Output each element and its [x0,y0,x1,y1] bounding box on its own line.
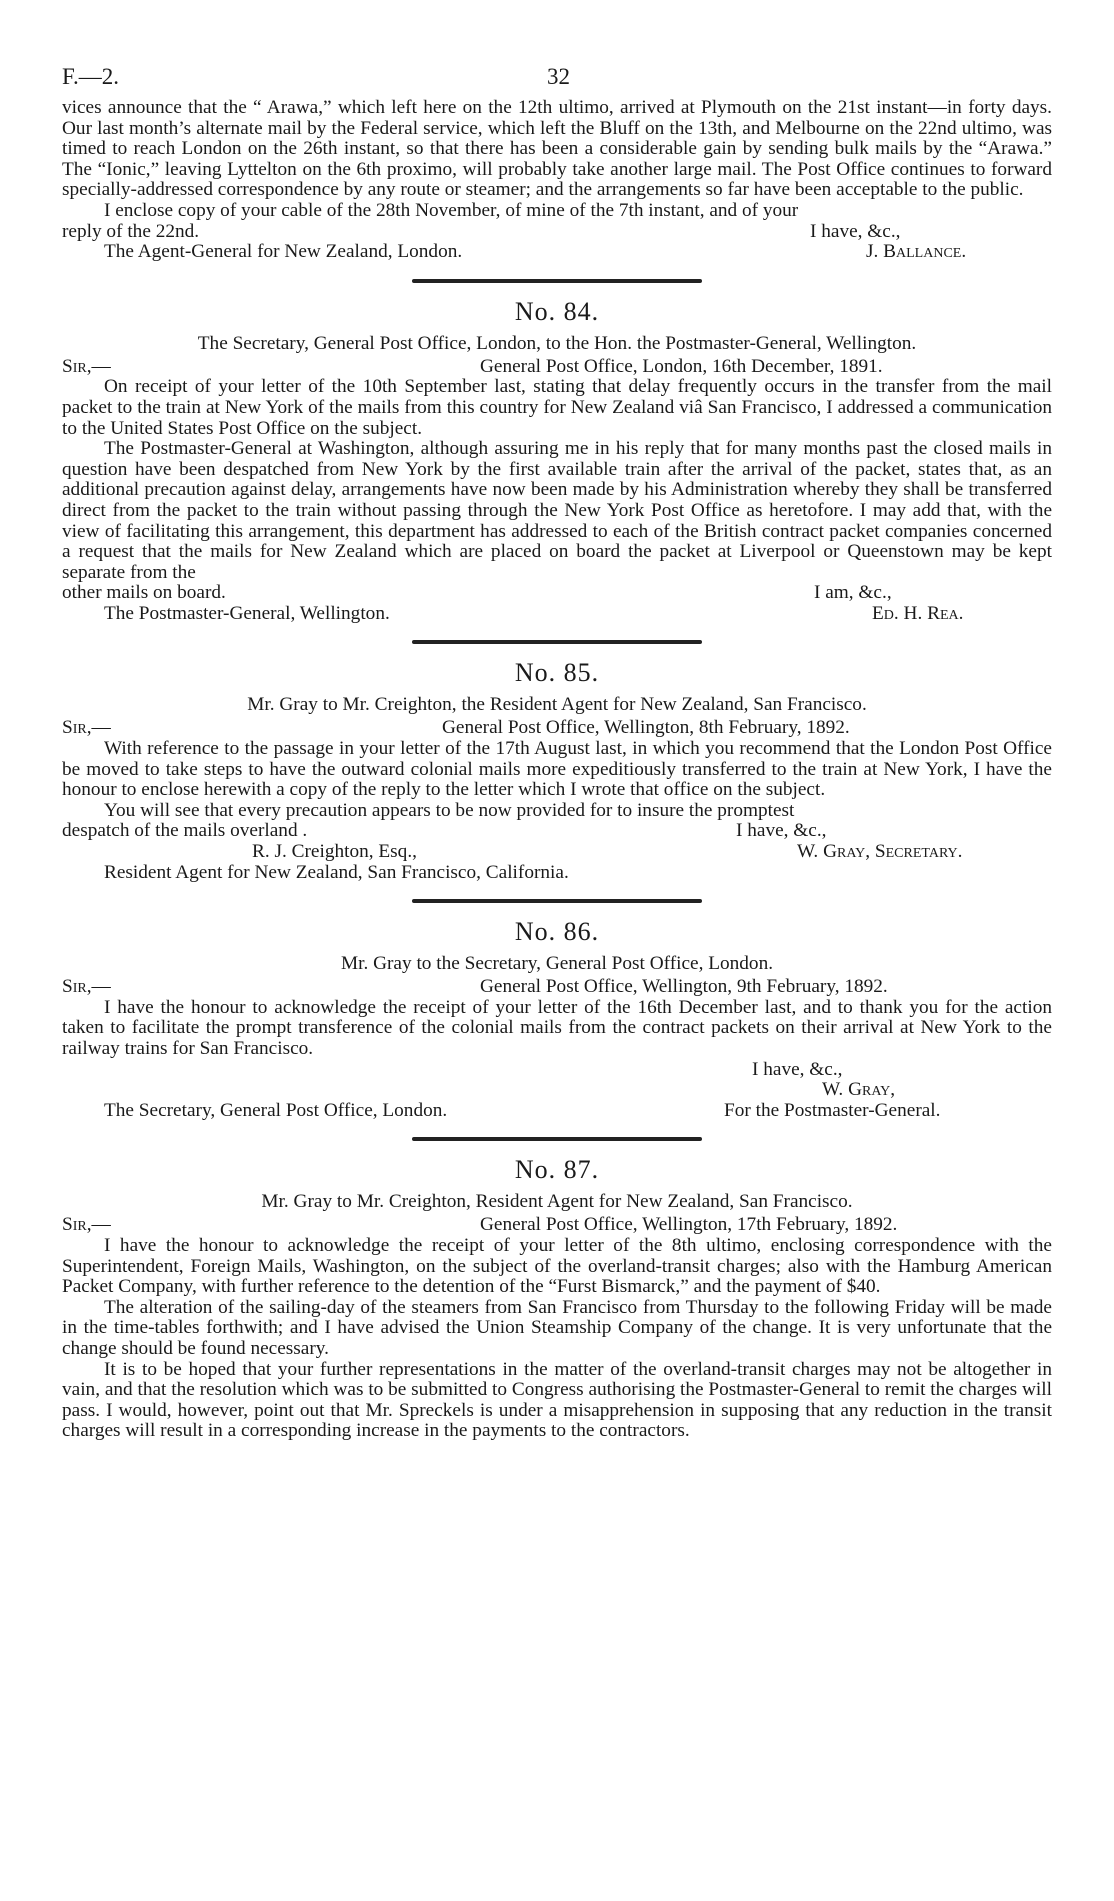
signature: J. Ballance. [866,241,967,263]
body-paragraph: It is to be hoped that your further representations in the matter of the overland-transit charges may not be altogether in vain, and that the resolution which was to be submitted to Congress authorising the Postmaster-General to remit the charges will pass. I would, however, point out that Mr. Spreckels is under a misapprehension in supposing that any reduction in the transit charges will result in a corresponding increase in the payments to the contractors. [62,1358,1052,1442]
addressee-row [62,863,1052,884]
section-divider [412,279,702,283]
body-paragraph: vices announce that the “ Arawa,” which left here on the 12th ultimo, arrived at Plymouth on the 21st instant—in forty days. Our last month’s alternate mail by the Federal service, which left the Bluff on the 13th, and Melbourne on the 22nd ultimo, was timed to reach London on the 26th instant, so that there has been a considerable gain by sending bulk mails by the “Arawa.” The “Ionic,” leaving Lyttelton on the 6th proximo, will probably take another large mail. The Post Office continues to forward specially-addressed correspondence by any route or steamer; and the arrangements so far have been acceptable to the public. [62,97,1052,201]
signature-row [62,242,1052,263]
closing-row [62,222,1052,243]
signature-row [62,1080,1052,1101]
last-line: despatch of the mails overland . [62,820,308,842]
document-code: F.—2. [62,64,119,89]
letter-number: No. 87. [514,1155,600,1185]
document-page [62,58,1052,1442]
signature-row [62,842,1052,863]
dateline-row [62,1215,1052,1236]
addressee: The Postmaster-General, Wellington. [104,602,390,624]
dateline-row [62,718,1052,739]
signature: Ed. H. Rea. [872,602,964,624]
salutation: Sir,— [62,717,111,739]
salutation: Sir,— [62,355,111,377]
letter-84 [62,297,1052,625]
body-paragraph: I have the honour to acknowledge the receipt of your letter of the 16th December last, and to thank you for the action taken to facilitate the prompt transference of the colonial mails from the contract packets on their arrival at New York to the railway trains for San Francisco. [62,996,1052,1059]
signature-row [62,604,1052,625]
closing: I have, &c., [810,220,901,242]
body-paragraph: The Postmaster-General at Washington, although assuring me in his reply that for many months past the closed mails in question have been despatched from New York by the first available train after the arrival of the packet, states that, as an additional precaution against delay, arrangements have now been made by his Administration whereby they shall be transferred direct from the packet to the train without passing through the New York Post Office as heretofore. I may add that, with the view of facilitating this arrangement, this department has addressed to each of the British contract packet companies concerned a request that the mails for New Zealand which are placed on board the packet at Liverpool or Queenstown may be kept separate from the [62,438,1052,583]
section-divider [412,640,702,644]
body-paragraph: I have the honour to acknowledge the receipt of your letter of the 8th ultimo, enclosing correspondence with the Superintendent, Foreign Mails, Washington, on the subject of the overland-transit charges; also with the Hamburg American Packet Company, with further reference to the detention of the “Furst Bismarck,” and the payment of $40. [62,1234,1052,1298]
section-divider [412,899,702,903]
dateline: General Post Office, London, 16th December, 1891. [480,355,883,377]
body-paragraph: I enclose copy of your cable of the 28th November, of mine of the 7th instant, and of your [104,199,799,221]
letter-fromto: Mr. Gray to Mr. Creighton, Resident Agent for New Zealand, San Francisco. [261,1191,853,1213]
closing-row [62,1060,1052,1081]
letter-87 [62,1155,1052,1442]
section-divider [412,1137,702,1141]
dateline: General Post Office, Wellington, 8th February, 1892. [442,717,850,739]
signature-title: For the Postmaster-General. [724,1099,941,1121]
body-paragraph: The alteration of the sailing-day of the steamers from San Francisco from Thursday to the following Friday will be made in the time-tables forthwith; and I have advised the Union Steamship Company of the change. It is very unfortunate that the change should be found necessary. [62,1296,1052,1359]
addressee: The Agent-General for New Zealand, London. [104,241,463,263]
letter-fromto: The Secretary, General Post Office, London, to the Hon. the Postmaster-General, Wellington. [197,332,917,354]
addressee-row [62,1101,1052,1122]
letter-fromto: Mr. Gray to the Secretary, General Post Office, London. [340,953,774,975]
dateline-row [62,357,1052,378]
closing-row [62,821,1052,842]
dateline: General Post Office, Wellington, 17th February, 1892. [480,1214,898,1236]
addressee: Resident Agent for New Zealand, San Francisco, California. [104,861,569,883]
letter-number: No. 84. [514,296,600,326]
signature: W. Gray, [822,1079,896,1101]
closing-row [62,583,1052,604]
dateline-row [62,977,1052,998]
body-paragraph: With reference to the passage in your letter of the 17th August last, in which you recommend that the London Post Office be moved to take steps to have the outward colonial mails more expeditiously transferred to the train at New York, I have the honour to enclose herewith a copy of the reply to the letter which I wrote that office on the subject. [62,738,1052,801]
dateline: General Post Office, Wellington, 9th February, 1892. [480,976,888,998]
body-paragraph: You will see that every precaution appears to be now provided for to insure the promptest [104,799,795,821]
last-line: reply of the 22nd. [62,220,200,242]
letter-85 [62,658,1052,883]
letter-number: No. 85. [514,658,600,688]
closing: I am, &c., [814,582,892,604]
body-paragraph: On receipt of your letter of the 10th September last, stating that delay frequently occurs in the transfer from the mail packet to the train at New York of the mails from this country for New Zealand viâ San Francisco, I addressed a communication to the United States Post Office on the subject. [62,376,1052,439]
letter-fromto: Mr. Gray to Mr. Creighton, the Resident Agent for New Zealand, San Francisco. [247,694,867,716]
addressee: R. J. Creighton, Esq., [252,841,417,863]
last-line: other mails on board. [62,582,226,604]
salutation: Sir,— [62,976,111,998]
addressee: The Secretary, General Post Office, London. [104,1099,448,1121]
salutation: Sir,— [62,1214,111,1236]
closing: I have, &c., [752,1058,843,1080]
page-number: 32 [547,64,570,89]
letter-86 [62,917,1052,1121]
continuation-letter [62,98,1052,263]
letter-number: No. 86. [514,917,600,947]
signature: W. Gray, Secretary. [797,841,963,863]
closing: I have, &c., [736,820,827,842]
page-header [62,58,1052,98]
